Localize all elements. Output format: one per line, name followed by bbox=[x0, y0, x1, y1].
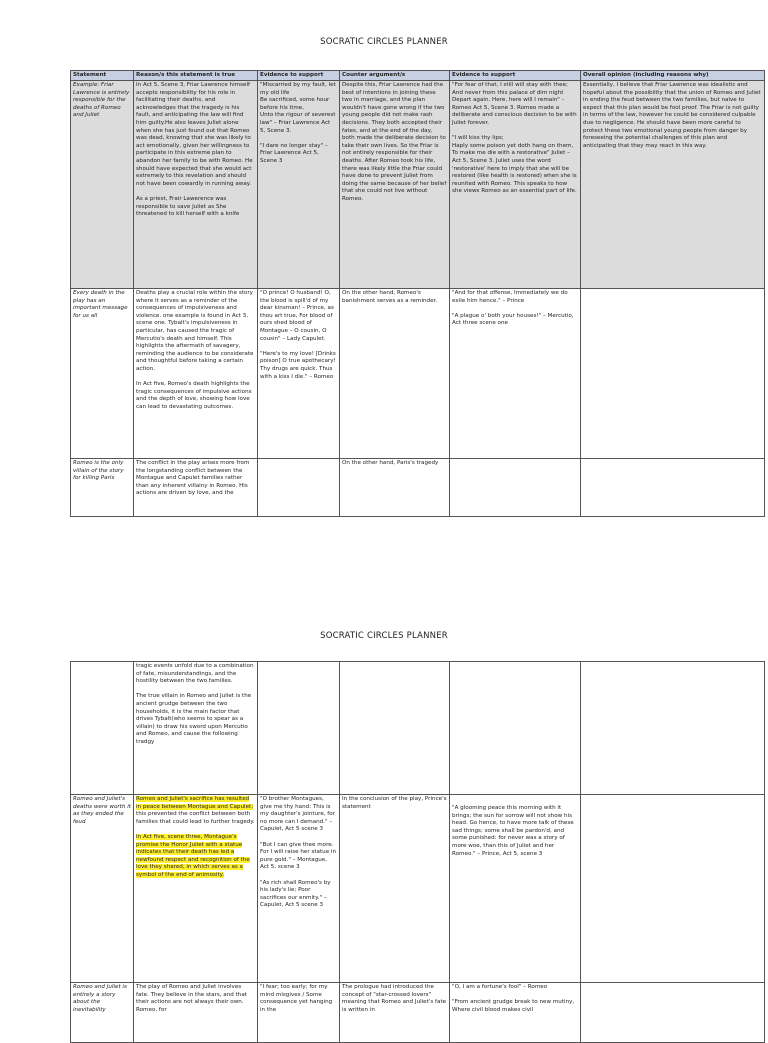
evidence-cell: "I fear; too early; for my mind misgives / Some consequence yet hanging in the bbox=[258, 983, 340, 1043]
col-header-evidence: Evidence to support bbox=[258, 71, 340, 81]
reasons-cell: tragic events unfold due to a combination of fate, misunderstandings, and the hostility between the two families. The true villain in Romeo and Juliet is the ancient grudge between the two households, it is the main factor that drives Tybalt(who seems to spear as a villain) to draw his sword upon Mercutio and Romeo, and cause the following tradgy bbox=[134, 662, 258, 795]
statement-cell: Romeo and Juliet is entirely a story about the inevitability bbox=[71, 983, 134, 1043]
statement-cell: Romeo and Juliet's deaths were worth it as they ended the feud bbox=[71, 795, 134, 983]
col-header-counter: Counter argument/s bbox=[340, 71, 450, 81]
planner-table-continued bbox=[70, 661, 765, 1043]
reasons-cell: Deaths play a crucial role within the story where it serves as a reminder of the consequences of impulsiveness and violence. one example is found in Act 3, scene one. Tybalt's impulsiveness in particular, has caused the tragic of Mercutio's death and himself. This highlights the aftermath of savagery, reminding the audience to be considerate and thoughtful before taking a certain action. In Act five, Romeo's death highlights the tragic consequences of impulsive actions and the depth of love, showing how love can lead to devastating outcomes. bbox=[134, 289, 258, 459]
col-header-statement: Statement bbox=[71, 71, 134, 81]
reasons-cell: Romeo and Juliet's sacrifice has resulted in peace between Montague and Capulet; this prevented the conflict between both families that could lead to further tragedy. In Act five, scene three, Montague's promise the Honor Juliet with a statue indicates that their death has led a newfound respect and recognition of the love they shared, in which serves as a symbol of the end of animosity. bbox=[134, 795, 258, 983]
col-header-opinion: Overall opinion (including reasons why) bbox=[581, 71, 765, 81]
counter-evidence-cell: "And for that offense, Immediately we do exile him hence." – Prince "A plague o' both your houses!" – Mercutio, Act three scene one bbox=[450, 289, 581, 459]
evidence-cell bbox=[258, 459, 340, 517]
counter-cell: On the other hand, Paris's tragedy bbox=[340, 459, 450, 517]
table-row bbox=[71, 795, 765, 983]
table-row bbox=[71, 81, 765, 289]
page-title: SOCRATIC CIRCLES PLANNER bbox=[320, 37, 448, 47]
opinion-cell bbox=[581, 289, 765, 459]
evidence-cell: "O brother Montagues, give me thy hand: This is my daughter's jointure, for no more can I demand." – Capulet, Act 5 scene 3 "But I can give thee more. For I will raise her statue in pure gold." – Montague, Act 5, scene 3 "As rich shall Romeo's by his lady's lie; Poor sacrifices our enmity." – Capulet, Act 5 scene 3 bbox=[258, 795, 340, 983]
table-row bbox=[71, 662, 765, 795]
table-row bbox=[71, 289, 765, 459]
statement-cell: Example: Friar Lawrence is entirely responsible for the deaths of Romeo and Juliet bbox=[71, 81, 134, 289]
opinion-cell bbox=[581, 795, 765, 983]
counter-cell: In the conclusion of the play, Prince's statement bbox=[340, 795, 450, 983]
page-title: SOCRATIC CIRCLES PLANNER bbox=[320, 631, 448, 641]
evidence-cell: "Miscarried by my fault, let my old life Be sacrificed, some hour before his time, Unto the rigour of severest law" – Friar Lawrence Act 5, Scene 3. "I dare no longer stay" – Friar Lawrence Act 5, Scene 3 bbox=[258, 81, 340, 289]
counter-evidence-cell: "For fear of that, I still will stay with thee; And never from this palace of dim night Depart again. Here, here will I remain" – Romeo Act 5, Scene 3. Romeo made a deliberate and conscious decision to be with Juliet forever. "I will kiss thy lips; Haply some poison yet doth hang on them, To make me die with a restorative" Juliet – Act 5, Scene 3. Juliet uses the word 'restorative' here to imply that she will be restored (like health is restored) when she is reunited with Romeo. This speaks to how she views Romeo as an essential part of life. bbox=[450, 81, 581, 289]
opinion-cell bbox=[581, 983, 765, 1043]
reasons-cell: The play of Romeo and Juliet involves fate. They believe in the stars, and that their actions are not always their own. Romeo, for bbox=[134, 983, 258, 1043]
evidence-cell: "O prince! O husband! O, the blood is spill'd of my dear kinsman! – Prince, as thou art true, For blood of ours shed blood of Montague – O cousin, O cousin" – Lady Capulet. "Here's to my love! [Drinks poison] O true apothecary! Thy drugs are quick. Thus with a kiss I die." – Romeo bbox=[258, 289, 340, 459]
counter-cell bbox=[340, 662, 450, 795]
col-header-counter-evidence: Evidence to support bbox=[450, 71, 581, 81]
statement-cell bbox=[71, 662, 134, 795]
table-row bbox=[71, 459, 765, 517]
counter-cell: The prologue had introduced the concept of "star-crossed lovers" meaning that Romeo and Juliet's fate is written in bbox=[340, 983, 450, 1043]
opinion-cell bbox=[581, 662, 765, 795]
reasons-cell: The conflict in the play arises more from the longstanding conflict between the Montague and Capulet families rather than any inherent villainy in Romeo. His actions are driven by love, and the bbox=[134, 459, 258, 517]
counter-evidence-cell bbox=[450, 459, 581, 517]
evidence-cell bbox=[258, 662, 340, 795]
highlighted-text: Romeo and Juliet's sacrifice has resulted in peace between Montague and Capulet; bbox=[136, 796, 254, 810]
planner-table bbox=[70, 70, 765, 517]
statement-cell: Romeo is the only villain of the story for killing Paris bbox=[71, 459, 134, 517]
counter-evidence-cell: "A glooming peace this morning with it brings; the sun for sorrow will not show his head. Go hence, to have more talk of these sad things; some shall be pardon'd, and some punished: for never was a story of more woe, than this of Juliet and her Romeo." – Prince, Act 5, scene 3 bbox=[450, 795, 581, 983]
opinion-cell: Essentially, I believe that Friar Lawrence was idealistic and hopeful about the possibility that the union of Romeo and Juliet in ending the feud between the two families, but naïve to expect that this plan would be fool proof. The Friar is not guilty in terms of the law, however he could be considered culpable due to negligence. He should have been more careful to protect these two emotional young people from danger by foreseeing the potential challenges of this plan and anticipating that they may react in this way. bbox=[581, 81, 765, 289]
highlighted-text: In Act five, scene three, Montague's promise the Honor Juliet with a statue indicates that their death has led a newfound respect and recognition of the love they shared, in which serves as a symbol of the end of animosity. bbox=[136, 833, 250, 878]
counter-cell: On the other hand, Romeo's banishment serves as a reminder. bbox=[340, 289, 450, 459]
counter-evidence-cell: "O, I am a fortune's fool" – Romeo "From ancient grudge break to new mutiny, Where civil blood makes civil bbox=[450, 983, 581, 1043]
opinion-cell bbox=[581, 459, 765, 517]
table-row bbox=[71, 983, 765, 1043]
counter-cell: Despite this, Friar Lawrence had the best of intentions in joining these two in marriage, and the plan wouldn't have gone wrong if the two young people did not make rash decisions. They both accepted their fates, and at the end of the day, both made the deliberate decision to take their own lives. So the Friar is not entirely responsible for their deaths. After Romeo took his life, there was likely little the Friar could have done to prevent Juliet from doing the same because of her belief that she could not live without Romeo. bbox=[340, 81, 450, 289]
statement-cell: Every death in the play has an important message for us all bbox=[71, 289, 134, 459]
col-header-reasons: Reason/s this statement is true bbox=[134, 71, 258, 81]
reasons-cell: In Act 5, Scene 3, Friar Lawrence himself accepts responsibility for his role in facilitating their deaths, and acknowledges that the tragedy is his fault, and anticipating the law will find him guilty.He also leaves Juliet alone when she has just found out that Romeo was dead, knowing that she was likely to act emotionally, given her willingness to participate in this extreme plan to abandon her family to be with Romeo. He should have expected that she would act extremely to this revelation and should not have been cowardly in running away. As a priest, Frair Lawerence was responsible to save Juliet as She threatened to kill herself with a knife bbox=[134, 81, 258, 289]
counter-evidence-cell bbox=[450, 662, 581, 795]
header-row bbox=[71, 71, 765, 81]
